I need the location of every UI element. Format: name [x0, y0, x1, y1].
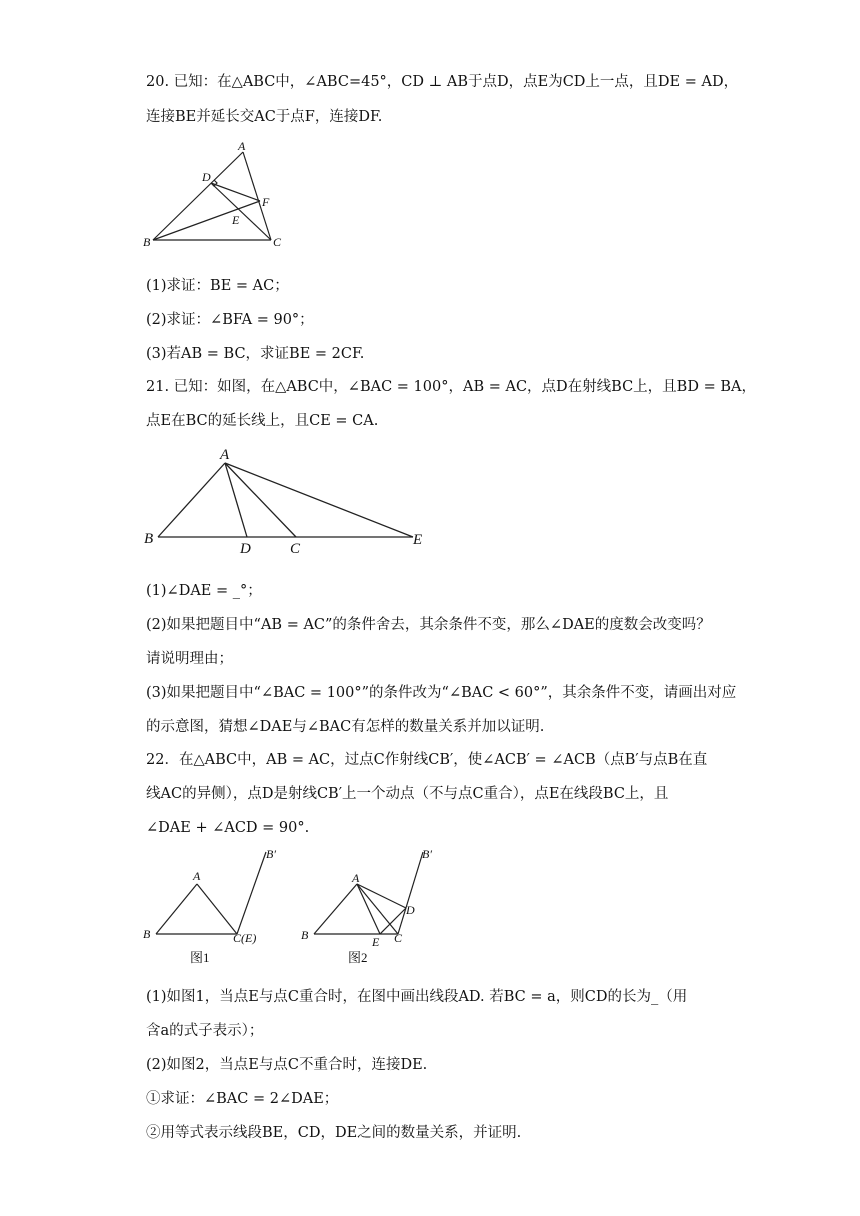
q22-fig1-ray-CB-prime [237, 852, 266, 934]
q22-line2: 线AC的异侧），点D是射线CB′上一个动点（不与点C重合），点E在线段BC上，且 [146, 786, 669, 802]
q22-fig2-seg-AE [357, 884, 380, 934]
q20-figure [140, 140, 290, 250]
q22-fig1-seg-AC [197, 884, 237, 934]
q22-fig1-caption: 图1 [190, 950, 210, 965]
q22-fig2-label-B-prime: B′ [422, 847, 432, 861]
q22-fig2-label-A: A [352, 871, 360, 885]
q20-seg-BF [153, 201, 260, 240]
q21-line2: 点E在BC的延长线上，且CE = CA. [146, 413, 379, 429]
q22-fig2-seg-BA [314, 884, 357, 934]
q22-part2: (2)如图2，当点E与点C不重合时，连接DE. [146, 1057, 428, 1073]
q22-fig2-seg-AD [357, 884, 406, 908]
q21-line1: 21. 已知：如图，在△ABC中，∠BAC = 100°，AB = AC，点D在射线BC上，且BD = BA， [146, 379, 756, 395]
q20-part3: (3)若AB = BC，求证BE = 2CF. [146, 346, 365, 362]
q22-fig2-seg-AC [357, 884, 398, 934]
q22-fig2-label-D: D [406, 903, 415, 917]
q20-line1: 20. 已知：在△ABC中，∠ABC=45°，CD ⊥ AB于点D，点E为CD上一点，且DE = AD， [146, 74, 739, 90]
q22-figure-1 [140, 842, 300, 972]
q20-label-A: A [238, 139, 246, 153]
q22-fig2-label-B: B [301, 928, 309, 942]
q21-seg-BA [158, 463, 225, 537]
q21-part2: (2)如果把题目中“AB = AC”的条件舍去，其余条件不变，那么∠DAE的度数会改变吗？ [146, 617, 711, 633]
q21-seg-AE [225, 463, 413, 537]
q22-fig2-ray-CB-prime [398, 852, 423, 934]
q21-label-A: A [220, 447, 230, 463]
q21-part3: (3)如果把题目中“∠BAC = 100°”的条件改为“∠BAC < 60°”，其余条件不变，请画出对应 [146, 685, 737, 701]
q22-sub1: ①求证：∠BAC = 2∠DAE； [146, 1091, 339, 1107]
q22-line3: ∠DAE + ∠ACD = 90°. [146, 820, 310, 836]
q21-part3-cont: 的示意图，猜想∠DAE与∠BAC有怎样的数量关系并加以证明. [146, 719, 545, 735]
q20-label-E: E [232, 213, 240, 227]
q22-fig1-label-B: B [143, 927, 151, 941]
q20-label-D: D [202, 170, 211, 184]
q20-label-C: C [273, 235, 282, 249]
q20-label-F: F [262, 195, 270, 209]
q20-line2: 连接BE并延长交AC于点F，连接DF. [146, 109, 383, 125]
q21-label-B: B [144, 531, 154, 547]
q21-figure [140, 445, 440, 555]
q20-label-B: B [143, 235, 151, 249]
q22-fig2-caption: 图2 [348, 950, 368, 965]
q21-label-E: E [413, 532, 423, 548]
q20-part1: (1)求证：BE = AC； [146, 278, 289, 294]
q22-sub2: ②用等式表示线段BE，CD，DE之间的数量关系，并证明. [146, 1125, 522, 1141]
q20-seg-BA [153, 152, 243, 240]
q20-seg-DF [211, 183, 260, 201]
q21-label-C: C [290, 541, 301, 557]
q22-fig1-label-A: A [193, 869, 201, 883]
q22-figure-2 [298, 842, 458, 972]
q22-fig2-label-E: E [372, 935, 380, 949]
q21-part1: (1)∠DAE = _°； [146, 583, 262, 599]
q22-part1: (1)如图1，当点E与点C重合时，在图中画出线段AD. 若BC = a，则CD的长为_（用 [146, 989, 688, 1005]
q21-part2-cont: 请说明理由； [146, 651, 233, 667]
q21-label-D: D [240, 541, 251, 557]
q22-part1-cont: 含a的式子表示）； [146, 1023, 264, 1039]
q22-fig1-label-CE: C(E) [233, 931, 257, 945]
q22-fig2-label-C: C [394, 931, 403, 945]
q22-line1: 22．在△ABC中，AB = AC，过点C作射线CB′，使∠ACB′ = ∠ACB（点B′与点B在直 [146, 752, 708, 768]
q20-part2: (2)求证：∠BFA = 90°； [146, 312, 314, 328]
q22-fig1-label-B-prime: B′ [266, 847, 276, 861]
q22-fig1-seg-BA [156, 884, 197, 934]
